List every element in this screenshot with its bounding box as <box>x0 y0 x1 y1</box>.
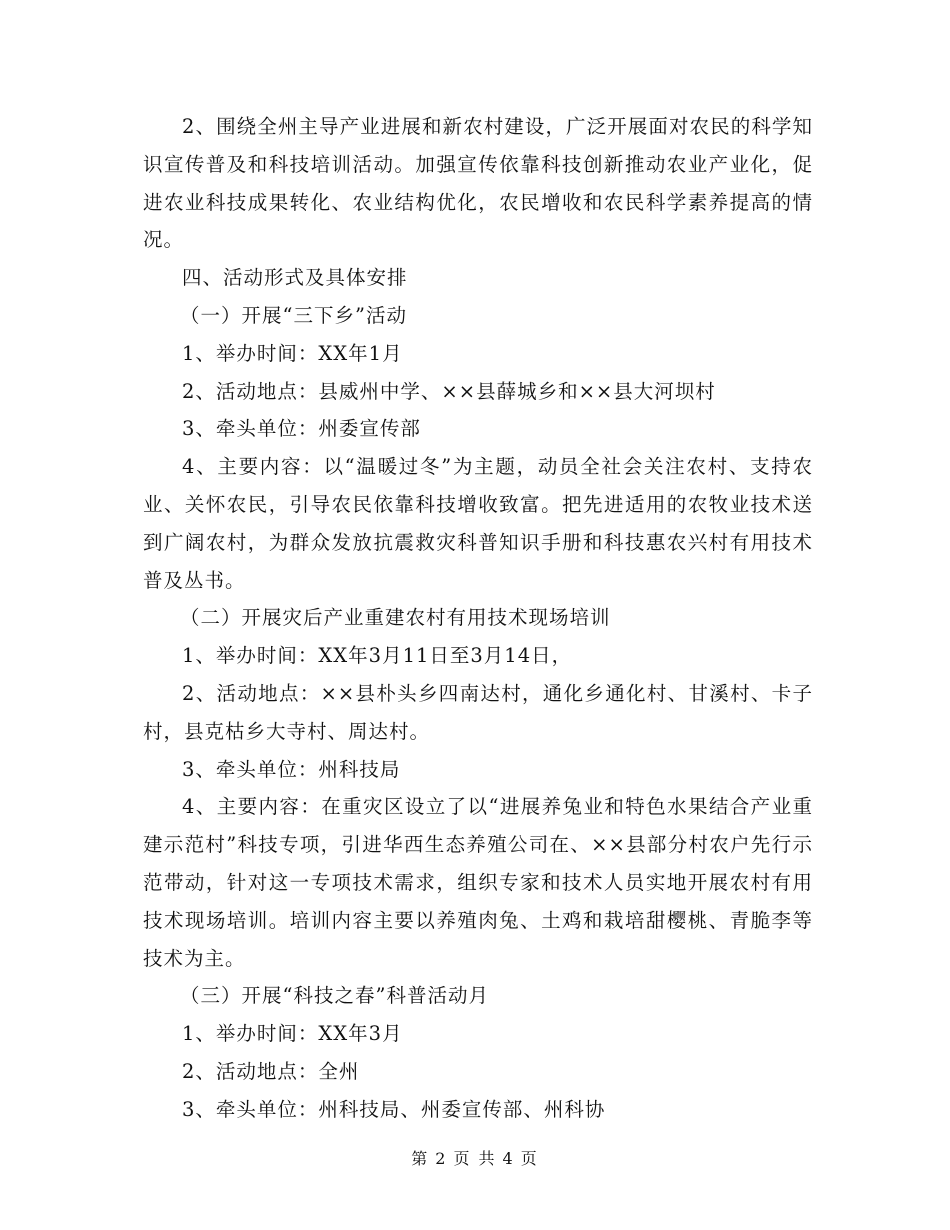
section-heading-activity-forms: 四、活动形式及具体安排 <box>182 266 408 290</box>
paragraph-content-1: 4、主要内容：以“温暖过冬”为主题，动员全社会关注农村、支持农业、关怀农民，引导农民依靠科技增收致富。把先进适用的农牧业技术送到广阔农村，为群众发放抗震救灾科普知识手册和科技惠农兴村有用技术普及丛书。 <box>143 455 813 592</box>
subheading-three-to-countryside: （一）开展“三下乡”活动 <box>180 303 407 327</box>
paragraph-lead-unit-3: 3、牵头单位：州科技局、州委宣传部、州科协 <box>182 1097 606 1121</box>
footer-prefix: 第 <box>411 1149 430 1168</box>
paragraph-lead-unit-1: 3、牵头单位：州委宣传部 <box>182 417 421 441</box>
footer-middle: 页 共 <box>453 1149 497 1168</box>
footer-total-pages: 4 <box>502 1149 515 1168</box>
paragraph-science-promotion: 2、围绕全州主导产业进展和新农村建设，广泛开展面对农民的科学知识宣传普及和科技培训活动。加强宣传依靠科技创新推动农业产业化，促进农业科技成果转化、农业结构优化，农民增收和农民科学素养提高的情况。 <box>143 115 813 252</box>
paragraph-location-2: 2、活动地点：××县朴头乡四南达村，通化乡通化村、甘溪村、卡子村，县克枯乡大寺村、周达村。 <box>143 681 813 743</box>
paragraph-location-1: 2、活动地点：县威州中学、××县薛城乡和××县大河坝村 <box>182 379 716 403</box>
paragraph-time-1: 1、举办时间：XX年1月 <box>182 341 403 365</box>
document-body <box>143 108 813 1129</box>
subheading-post-disaster-training: （二）开展灾后产业重建农村有用技术现场培训 <box>180 606 611 630</box>
subheading-science-spring: （三）开展“科技之春”科普活动月 <box>180 984 489 1008</box>
paragraph-content-2: 4、主要内容：在重灾区设立了以“进展养兔业和特色水果结合产业重建示范村”科技专项，引进华西生态养殖公司在、××县部分村农户先行示范带动，针对这一专项技术需求，组织专家和技术人员实地开展农村有用技术现场培训。培训内容主要以养殖肉兔、土鸡和栽培甜樱桃、青脆李等技术为主。 <box>143 795 813 970</box>
paragraph-location-3: 2、活动地点：全州 <box>182 1059 360 1083</box>
paragraph-lead-unit-2: 3、牵头单位：州科技局 <box>182 757 401 781</box>
paragraph-time-2: 1、举办时间：XX年3月11日至3月14日， <box>182 644 573 668</box>
footer-page-number: 2 <box>435 1149 448 1168</box>
page-footer <box>0 1146 950 1169</box>
paragraph-time-3: 1、举办时间：XX年3月 <box>182 1022 403 1046</box>
footer-suffix: 页 <box>520 1149 539 1168</box>
